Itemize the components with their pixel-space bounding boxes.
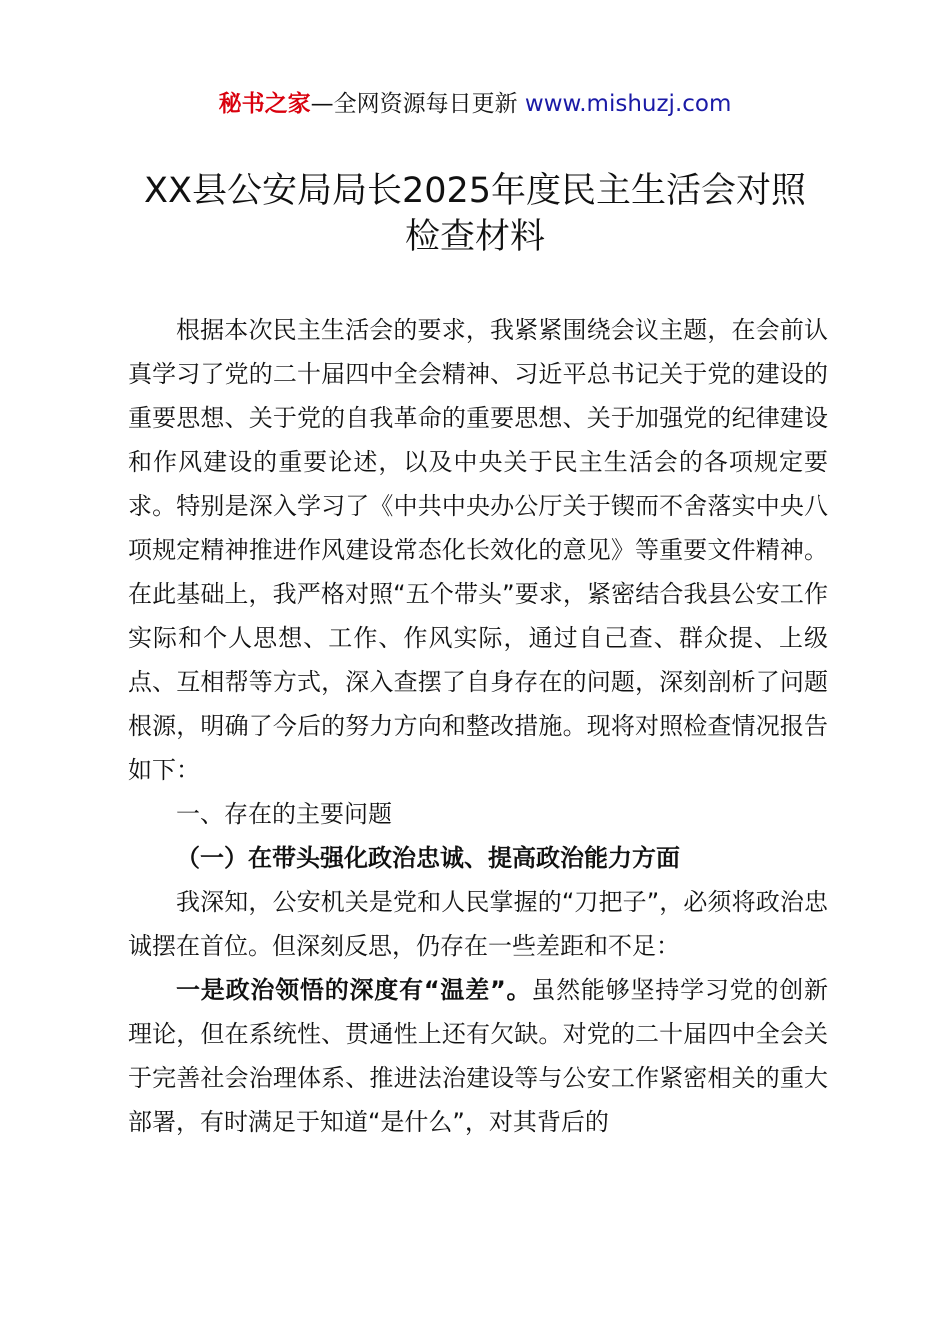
paragraph-1: 我深知，公安机关是党和人民掌握的“刀把子”，必须将政治忠诚摆在首位。但深刻反思，仍存在一些差距和不足： <box>128 888 828 960</box>
site-brand[interactable]: 秘书之家 <box>218 91 311 117</box>
site-url-link[interactable]: www.mishuzj.com <box>524 91 732 117</box>
document-title <box>100 168 850 260</box>
point-paragraph-1 <box>128 968 828 1144</box>
section-heading-1: 一、存在的主要问题 <box>176 800 392 828</box>
point-1-lead: 一是政治领悟的深度有“温差”。 <box>176 976 532 1004</box>
document-title-line2: 检查材料 <box>404 217 545 257</box>
point-1-text: 虽然能够坚持学习党的创新理论，但在系统性、贯通性上还有欠缺。对党的二十届四中全会关于完善社会治理体系、推进法治建设等与公安工作紧密相关的重大部署，有时满足于知道“是什么”，对其背后的 <box>128 976 829 1136</box>
intro-paragraph: 根据本次民主生活会的要求，我紧紧围绕会议主题，在会前认真学习了党的二十届四中全会精神、习近平总书记关于党的建设的重要思想、关于党的自我革命的重要思想、关于加强党的纪律建设和作风建设的重要论述，以及中央关于民主生活会的各项规定要求。特别是深入学习了《中共中央办公厅关于锲而不舍落实中央八项规定精神推进作风建设常态化长效化的意见》等重要文件精神。在此基础上，我严格对照“五个带头”要求，紧密结合我县公安工作实际和个人思想、工作、作风实际，通过自己查、群众提、上级点、互相帮等方式，深入查摆了自身存在的问题，深刻剖析了问题根源，明确了今后的努力方向和整改措施。现将对照检查情况报告如下： <box>128 316 828 784</box>
subsection-heading-1: （一）在带头强化政治忠诚、提高政治能力方面 <box>176 844 680 872</box>
site-tagline: —全网资源每日更新 <box>310 91 518 117</box>
document-title-line1: XX县公安局局长2025年度民主生活会对照 <box>143 171 807 211</box>
site-header <box>0 86 950 122</box>
document-body <box>128 308 828 1144</box>
